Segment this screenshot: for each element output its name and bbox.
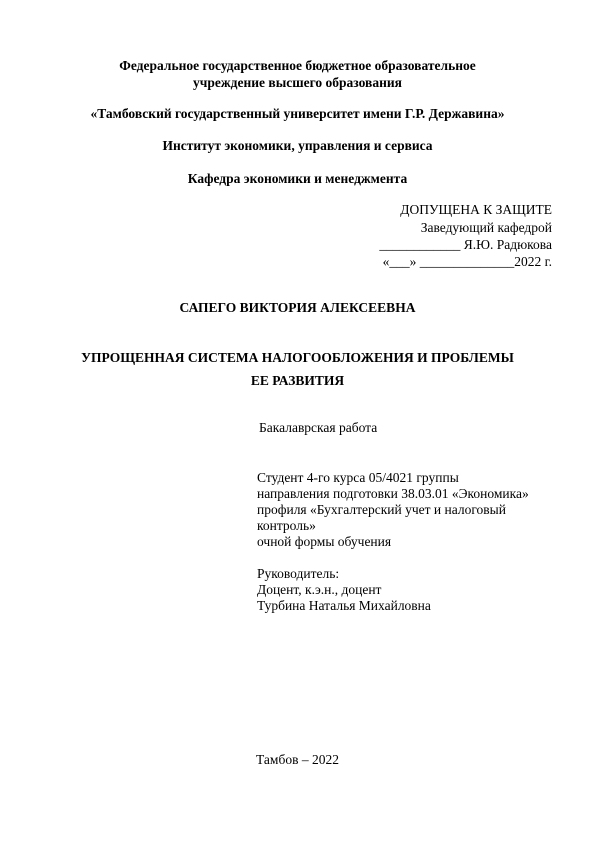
thesis-title-line-1: УПРОЩЕННАЯ СИСТЕМА НАЛОГООБЛОЖЕНИЯ И ПРОБЛЕМЫ <box>81 350 514 365</box>
approval-signature: ____________ Я.Ю. Радюкова <box>379 237 552 252</box>
institute-name: Институт экономики, управления и сервиса <box>162 138 433 153</box>
student-line-3: профиля «Бухгалтерский учет и налоговый <box>257 502 506 517</box>
city-year: Тамбов – 2022 <box>256 752 339 767</box>
student-line-1: Студент 4-го курса 05/4021 группы <box>257 470 459 485</box>
supervisor-name: Турбина Наталья Михайловна <box>257 598 431 613</box>
student-line-4: контроль» <box>257 518 316 533</box>
department-name: Кафедра экономики и менеджмента <box>187 171 408 186</box>
student-line-2: направления подготовки 38.03.01 «Экономика» <box>257 486 529 501</box>
thesis-title-line-2: ЕЕ РАЗВИТИЯ <box>250 373 345 388</box>
approval-role: Заведующий кафедрой <box>420 220 552 235</box>
approval-date: «___» ______________2022 г. <box>382 254 552 269</box>
work-type: Бакалаврская работа <box>259 420 378 435</box>
supervisor-position: Доцент, к.э.н., доцент <box>257 582 382 597</box>
org-line-2: учреждение высшего образования <box>193 75 402 90</box>
student-line-5: очной формы обучения <box>257 534 392 549</box>
org-line-1: Федеральное государственное бюджетное образовательное <box>119 58 476 73</box>
university-name: «Тамбовский государственный университет имени Г.Р. Державина» <box>90 106 505 121</box>
supervisor-label: Руководитель: <box>257 566 340 581</box>
author-name: САПЕГО ВИКТОРИЯ АЛЕКСЕЕВНА <box>179 300 416 315</box>
approval-title: ДОПУЩЕНА К ЗАЩИТЕ <box>400 202 552 217</box>
